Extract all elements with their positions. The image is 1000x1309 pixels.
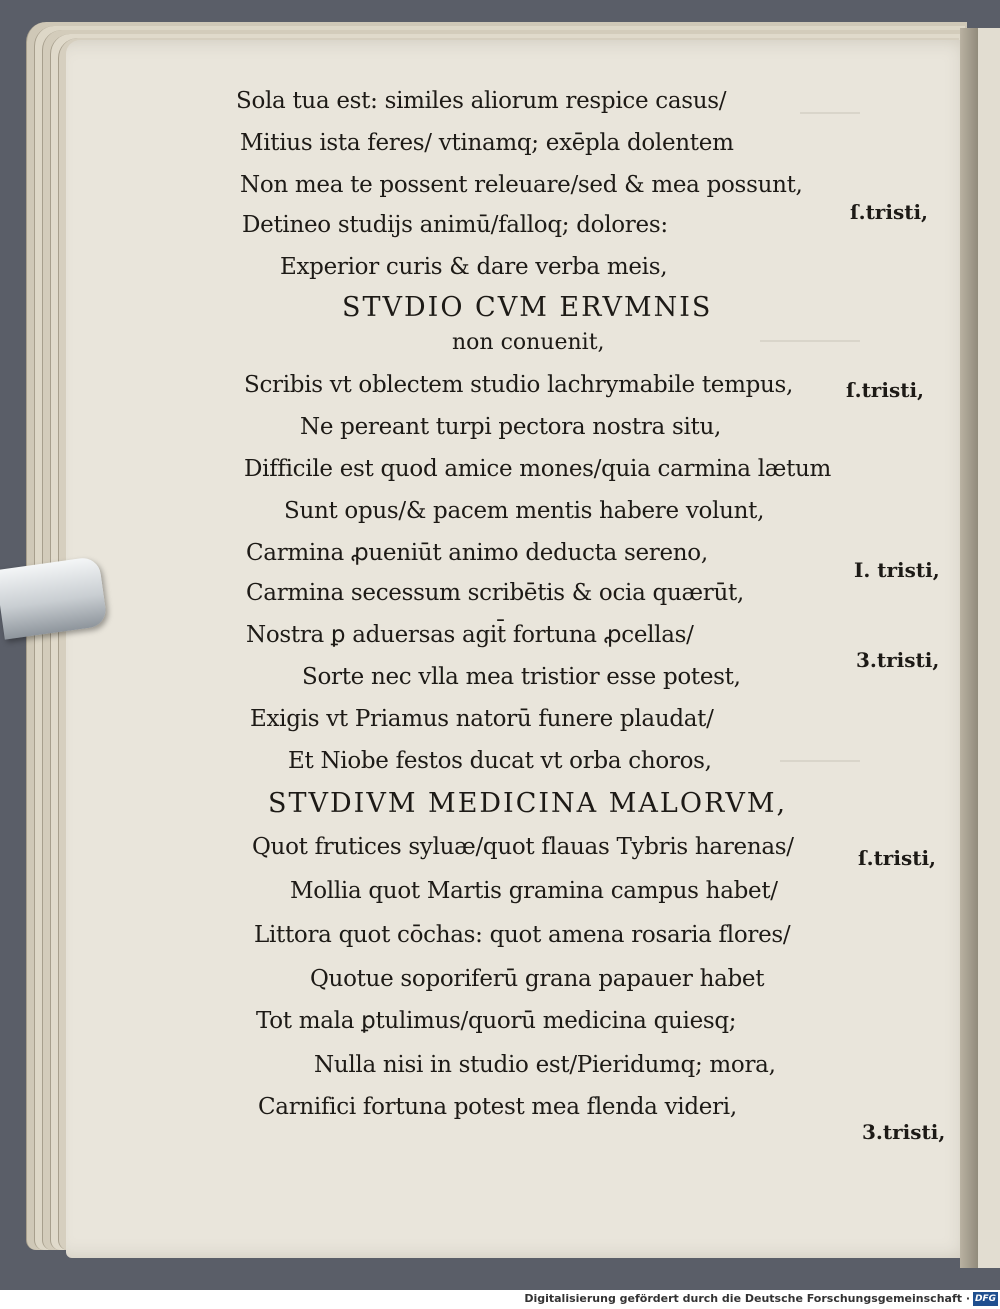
verse-line: Tot mala ꝑtulimus/quorū medicina quiesq; [256, 1008, 737, 1034]
verse-line: Mitius ista feres/ vtinamq; exēpla dolentem [240, 130, 734, 156]
section-heading: STVDIVM MEDICINA MALORVM, [268, 788, 788, 819]
verse-line: Detineo studijs animū/falloq; dolores: [242, 212, 668, 238]
verse-line: Et Niobe festos ducat vt orba choros, [288, 748, 712, 774]
section-subheading: non conuenit, [452, 330, 605, 355]
verse-line: Quotue soporiferū grana papauer habet [310, 966, 765, 992]
margin-note: 3.tristi, [856, 648, 940, 672]
verse-line: Nulla nisi in studio est/Pieridumq; mora, [314, 1052, 776, 1078]
verse-line: Carnifici fortuna potest mea flenda videri, [258, 1094, 737, 1120]
verse-line: Experior curis & dare verba meis, [280, 254, 668, 280]
verse-line: Ne pereant turpi pectora nostra situ, [300, 414, 721, 440]
margin-note: ſ.tristi, [850, 200, 928, 224]
verse-line: Sola tua est: similes aliorum respice casus/ [236, 88, 727, 114]
verse-line: Scribis vt oblectem studio lachrymabile tempus, [244, 372, 794, 398]
footer-credit: Digitalisierung gefördert durch die Deutsche Forschungsgemeinschaft · [524, 1292, 970, 1305]
verse-line: Littora quot cōchas: quot amena rosaria flores/ [254, 922, 791, 948]
verse-line: Carmina secessum scribētis & ocia quærūt, [246, 580, 744, 606]
verse-line: Carmina ꝓueniūt animo deducta sereno, [246, 540, 708, 566]
verse-line: Nostra ꝑ aduersas agit̄ fortuna ꝓcellas/ [246, 622, 694, 648]
verse-line: Non mea te possent releuare/sed & mea possunt, [240, 172, 803, 198]
margin-note: ſ.tristi, [858, 846, 936, 870]
margin-note: 3.tristi, [862, 1120, 946, 1144]
dfg-logo-icon: DFG [974, 1294, 996, 1304]
footer-bar [0, 1290, 1000, 1309]
verse-line: Quot frutices syluæ/quot flauas Tybris harenas/ [252, 834, 794, 860]
section-heading: STVDIO CVM ERVMNIS [342, 292, 713, 323]
margin-note: I. tristi, [854, 558, 940, 582]
verse-line: Sunt opus/& pacem mentis habere volunt, [284, 498, 765, 524]
verse-line: Sorte nec vlla mea tristior esse potest, [302, 664, 741, 690]
verse-line: Difficile est quod amice mones/quia carmina lætum [244, 456, 832, 482]
margin-note: ſ.tristi, [846, 378, 924, 402]
verse-line: Exigis vt Priamus natorū funere plaudat/ [250, 706, 714, 732]
verse-line: Mollia quot Martis gramina campus habet/ [290, 878, 778, 904]
glass-page-weight [0, 556, 108, 640]
